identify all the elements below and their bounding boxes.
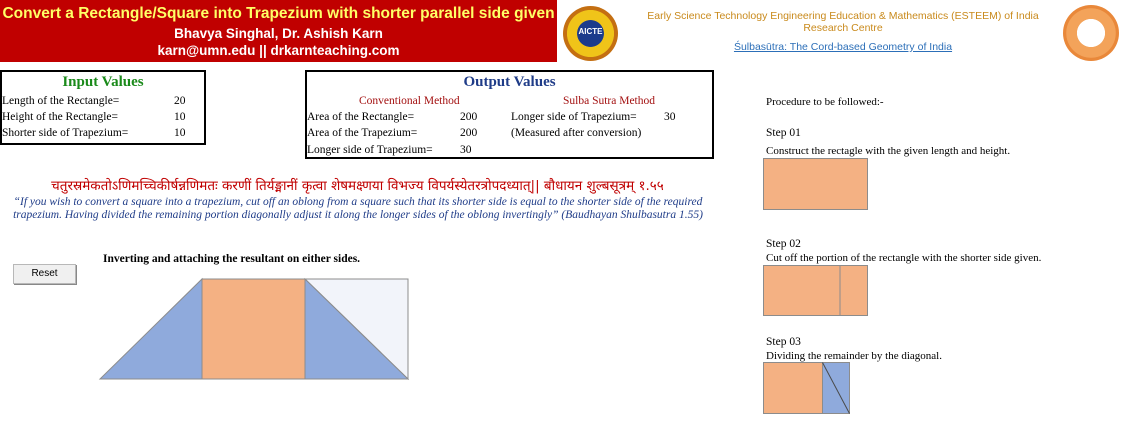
trapezium-figure bbox=[0, 276, 420, 386]
reset-button[interactable]: Reset bbox=[13, 264, 76, 284]
research-centre-line1: Early Science Technology Engineering Education & Mathematics (ESTEEM) of India bbox=[647, 10, 1039, 22]
longer-side-conventional-value: 30 bbox=[460, 144, 472, 156]
step-01-rectangle bbox=[764, 159, 868, 210]
research-centre-name bbox=[623, 10, 1063, 34]
input-length-value[interactable]: 20 bbox=[174, 95, 186, 107]
aicte-logo bbox=[563, 6, 618, 61]
step-02-title: Step 02 bbox=[766, 238, 801, 250]
area-trapezium-value: 200 bbox=[460, 127, 478, 139]
step-02-description: Cut off the portion of the rectangle with the shorter side given. bbox=[766, 252, 1042, 264]
left-attached-triangle bbox=[100, 279, 202, 379]
central-oblong bbox=[202, 279, 305, 379]
verse-translation: “If you wish to convert a square into a trapezium, cut off an oblong from a square such that its shorter side is equal to the shorter side of the required trapezium. Having divided the remaining portion diagonally adjust it along the longer sides of the oblong invertingly” (Baudhayan Shulbasutra 1.55) bbox=[13, 196, 703, 221]
sulbasutra-link[interactable]: Śulbasūtra: The Cord-based Geometry of India bbox=[733, 41, 953, 53]
page-title: Convert a Rectangle/Square into Trapezium with shorter parallel side given bbox=[2, 5, 555, 22]
input-shorter-side-label: Shorter side of Trapezium= bbox=[2, 127, 129, 139]
area-trapezium-label: Area of the Trapezium= bbox=[307, 127, 418, 139]
figure-caption: Inverting and attaching the resultant on either sides. bbox=[103, 253, 361, 265]
output-values-panel bbox=[305, 70, 714, 159]
authors: Bhavya Singhal, Dr. Ashish Karn bbox=[174, 26, 383, 41]
input-values-panel bbox=[0, 70, 206, 145]
longer-side-sulba-label: Longer side of Trapezium= bbox=[511, 111, 637, 123]
research-centre-line2: Research Centre bbox=[803, 22, 883, 34]
step-03-oblong bbox=[764, 363, 823, 414]
input-values-title: Input Values bbox=[62, 74, 144, 90]
contact: karn@umn.edu || drkarnteaching.com bbox=[157, 43, 400, 58]
input-height-value[interactable]: 10 bbox=[174, 111, 186, 123]
conventional-method-heading: Conventional Method bbox=[359, 95, 460, 107]
step-02-figure bbox=[763, 265, 869, 317]
step-02-rectangle bbox=[764, 266, 868, 316]
step-03-title: Step 03 bbox=[766, 336, 801, 348]
institute-seal-logo bbox=[1063, 5, 1119, 61]
step-01-description: Construct the rectagle with the given length and height. bbox=[766, 145, 1011, 157]
sulba-method-heading: Sulba Sutra Method bbox=[563, 95, 655, 107]
header-banner bbox=[0, 0, 557, 62]
procedure-title: Procedure to be followed:- bbox=[766, 96, 884, 108]
output-values-title: Output Values bbox=[463, 74, 556, 90]
step-01-figure bbox=[763, 158, 869, 211]
aicte-logo-text: AICTE bbox=[578, 27, 603, 36]
step-03-description: Dividing the remainder by the diagonal. bbox=[766, 350, 942, 362]
step-03-figure bbox=[763, 362, 853, 415]
sulba-measurement-note: (Measured after conversion) bbox=[511, 127, 642, 139]
longer-side-sulba-value: 30 bbox=[664, 111, 676, 123]
step-01-title: Step 01 bbox=[766, 127, 801, 139]
area-rectangle-value: 200 bbox=[460, 111, 478, 123]
input-length-label: Length of the Rectangle= bbox=[2, 95, 120, 107]
area-rectangle-label: Area of the Rectangle= bbox=[307, 111, 415, 123]
sanskrit-verse: चतुरस्रमेकतोऽणिमच्चिकीर्षन्नणिमतः करणीं तिर्यङ्मानीं कृत्वा शेषमक्ष्णया विभज्य विपर्यस्येतरत्रोपदध्यात्|| बौधायन शुल्बसूत्रम् १.५५ bbox=[51, 178, 664, 194]
input-height-label: Height of the Rectangle= bbox=[2, 111, 119, 123]
longer-side-conventional-label: Longer side of Trapezium= bbox=[307, 144, 433, 156]
input-shorter-side-value[interactable]: 10 bbox=[174, 127, 186, 139]
